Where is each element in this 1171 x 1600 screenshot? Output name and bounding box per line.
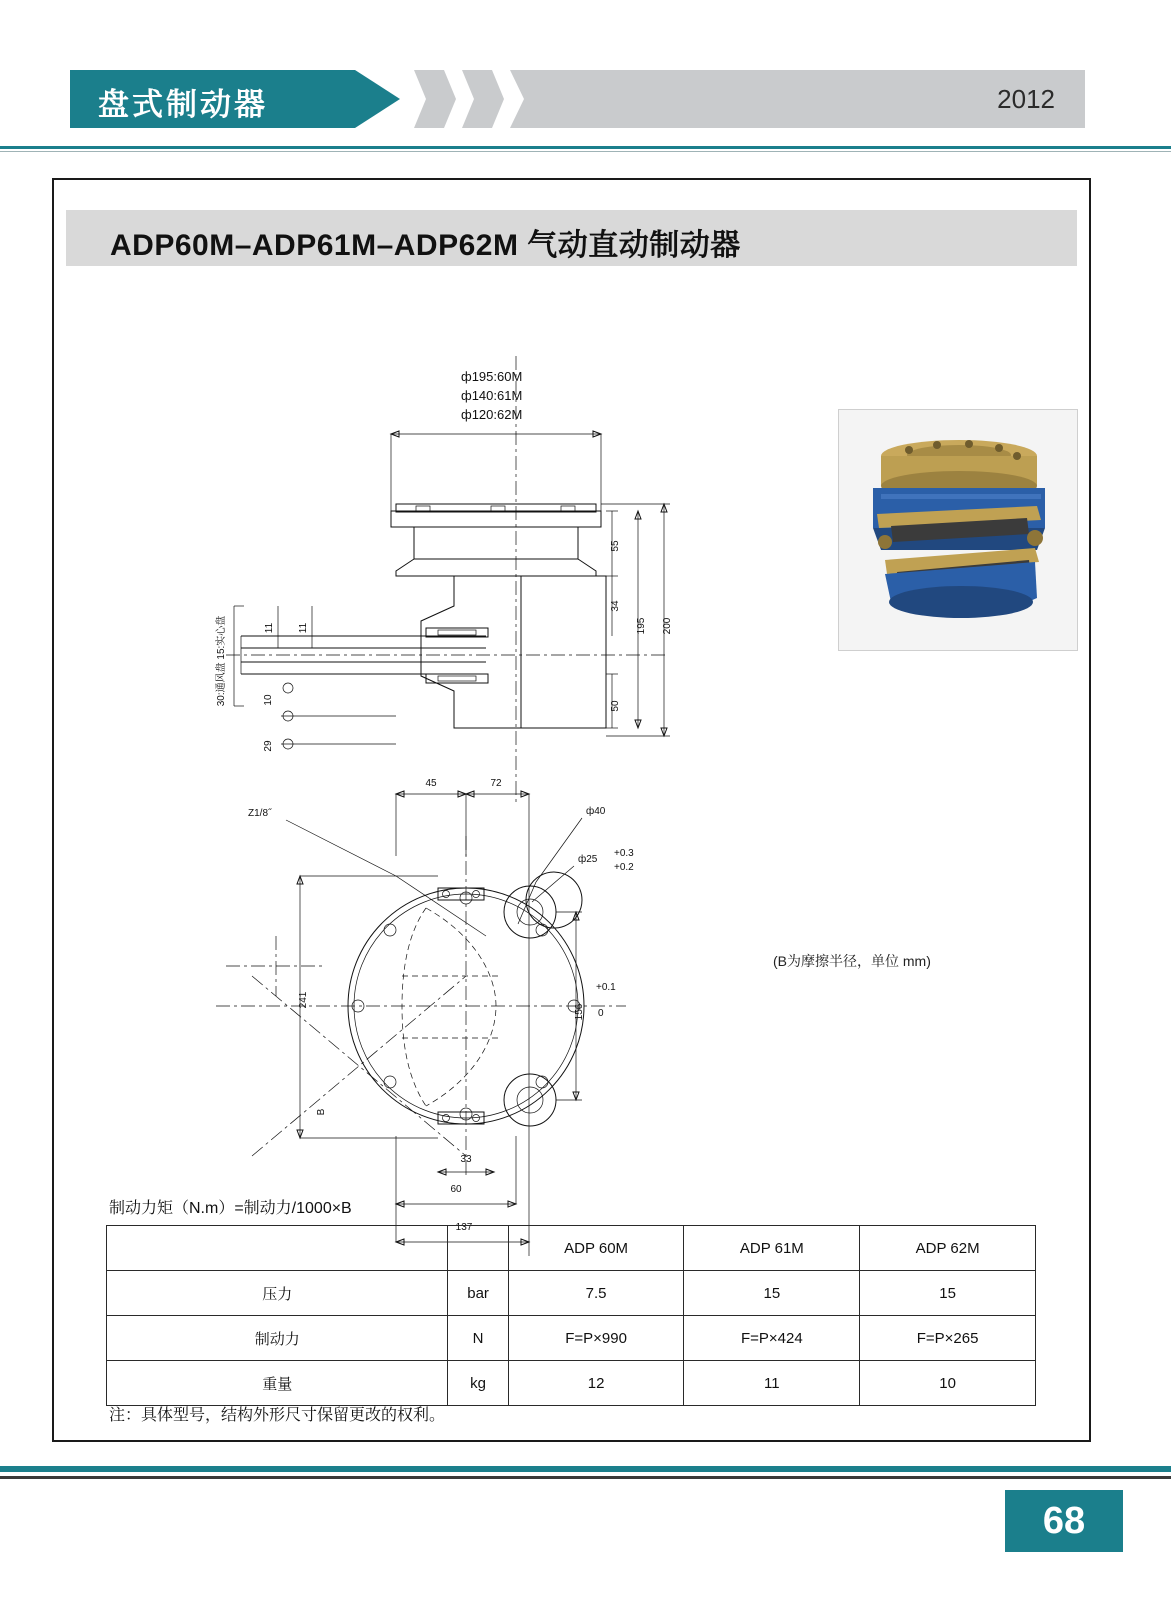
svg-text:241: 241 — [298, 991, 309, 1009]
cell-pressure-adp61m: 15 — [684, 1271, 860, 1316]
content-frame — [52, 178, 1091, 1442]
table-row — [107, 1316, 1036, 1361]
svg-text:Z1/8˝: Z1/8˝ — [248, 808, 272, 819]
page-number: 68 — [1005, 1490, 1123, 1552]
table-row — [107, 1271, 1036, 1316]
cell-weight-adp61m: 11 — [684, 1361, 860, 1406]
row-unit-pressure: bar — [448, 1271, 508, 1316]
svg-text:+0.2: +0.2 — [614, 862, 634, 873]
svg-text:50: 50 — [610, 700, 621, 712]
table-row — [107, 1361, 1036, 1406]
header-band — [70, 70, 1080, 128]
cell-brakeforce-adp60m: F=P×990 — [508, 1316, 684, 1361]
svg-text:ф25: ф25 — [578, 854, 598, 865]
friction-radius-note: (B为摩擦半径，单位 mm) — [773, 953, 931, 969]
technical-drawing — [66, 276, 1077, 1276]
product-photo — [838, 409, 1078, 651]
header-rule — [0, 146, 1171, 149]
header-cell-empty — [107, 1226, 448, 1271]
header-rule-thin — [0, 151, 1171, 152]
svg-text:60: 60 — [450, 1184, 462, 1195]
page-header — [0, 0, 1171, 150]
svg-text:ф140:61M: ф140:61M — [461, 388, 523, 403]
chevron-arrow-icon — [414, 70, 456, 128]
table-header-row — [107, 1226, 1036, 1271]
section-title: ADP60M–ADP61M–ADP62M 气动直动制动器 — [110, 229, 741, 262]
svg-text:ф195:60M: ф195:60M — [461, 369, 523, 384]
row-label-brakeforce: 制动力 — [107, 1316, 448, 1361]
svg-text:29: 29 — [263, 740, 274, 752]
svg-text:10: 10 — [263, 694, 274, 706]
svg-text:ф40: ф40 — [586, 806, 606, 817]
svg-text:137: 137 — [455, 1222, 473, 1233]
row-unit-brakeforce: N — [448, 1316, 508, 1361]
svg-text:B: B — [316, 1108, 327, 1116]
header-cell-adp60m: ADP 60M — [508, 1226, 684, 1271]
svg-text:156: 156 — [574, 1003, 585, 1021]
svg-text:+0.3: +0.3 — [614, 848, 634, 859]
footer-rule — [0, 1466, 1171, 1472]
cell-pressure-adp62m: 15 — [860, 1271, 1036, 1316]
svg-text:ф120:62M: ф120:62M — [461, 407, 523, 422]
svg-text:+0.1: +0.1 — [596, 982, 616, 993]
svg-text:200: 200 — [662, 617, 673, 635]
svg-text:11: 11 — [264, 622, 275, 634]
header-year: 2012 — [997, 84, 1055, 114]
svg-text:72: 72 — [490, 778, 502, 789]
svg-text:34: 34 — [610, 600, 621, 612]
cell-weight-adp60m: 12 — [508, 1361, 684, 1406]
svg-text:30:通风盘 15:实心盘: 30:通风盘 15:实心盘 — [216, 615, 227, 707]
cell-pressure-adp60m: 7.5 — [508, 1271, 684, 1316]
cell-brakeforce-adp62m: F=P×265 — [860, 1316, 1036, 1361]
header-cell-adp62m: ADP 62M — [860, 1226, 1036, 1271]
svg-text:45: 45 — [425, 778, 437, 789]
svg-text:33: 33 — [460, 1154, 472, 1165]
header-title: 盘式制动器 — [98, 87, 268, 122]
svg-text:0: 0 — [598, 1008, 604, 1019]
torque-formula: 制动力矩（N.m）=制动力/1000×B — [109, 1200, 352, 1217]
svg-text:55: 55 — [610, 540, 621, 552]
row-label-weight: 重量 — [107, 1361, 448, 1406]
cell-brakeforce-adp61m: F=P×424 — [684, 1316, 860, 1361]
cell-weight-adp62m: 10 — [860, 1361, 1036, 1406]
footer-rule-dark — [0, 1476, 1171, 1479]
row-unit-weight: kg — [448, 1361, 508, 1406]
header-cell-unit — [448, 1226, 508, 1271]
table-footnote: 注：具体型号，结构外形尺寸保留更改的权利。 — [109, 1407, 446, 1424]
header-cell-adp61m: ADP 61M — [684, 1226, 860, 1271]
spec-table — [106, 1225, 1036, 1406]
svg-text:195: 195 — [636, 617, 647, 635]
row-label-pressure: 压力 — [107, 1271, 448, 1316]
chevron-arrow-icon — [462, 70, 504, 128]
svg-text:11: 11 — [298, 622, 309, 634]
